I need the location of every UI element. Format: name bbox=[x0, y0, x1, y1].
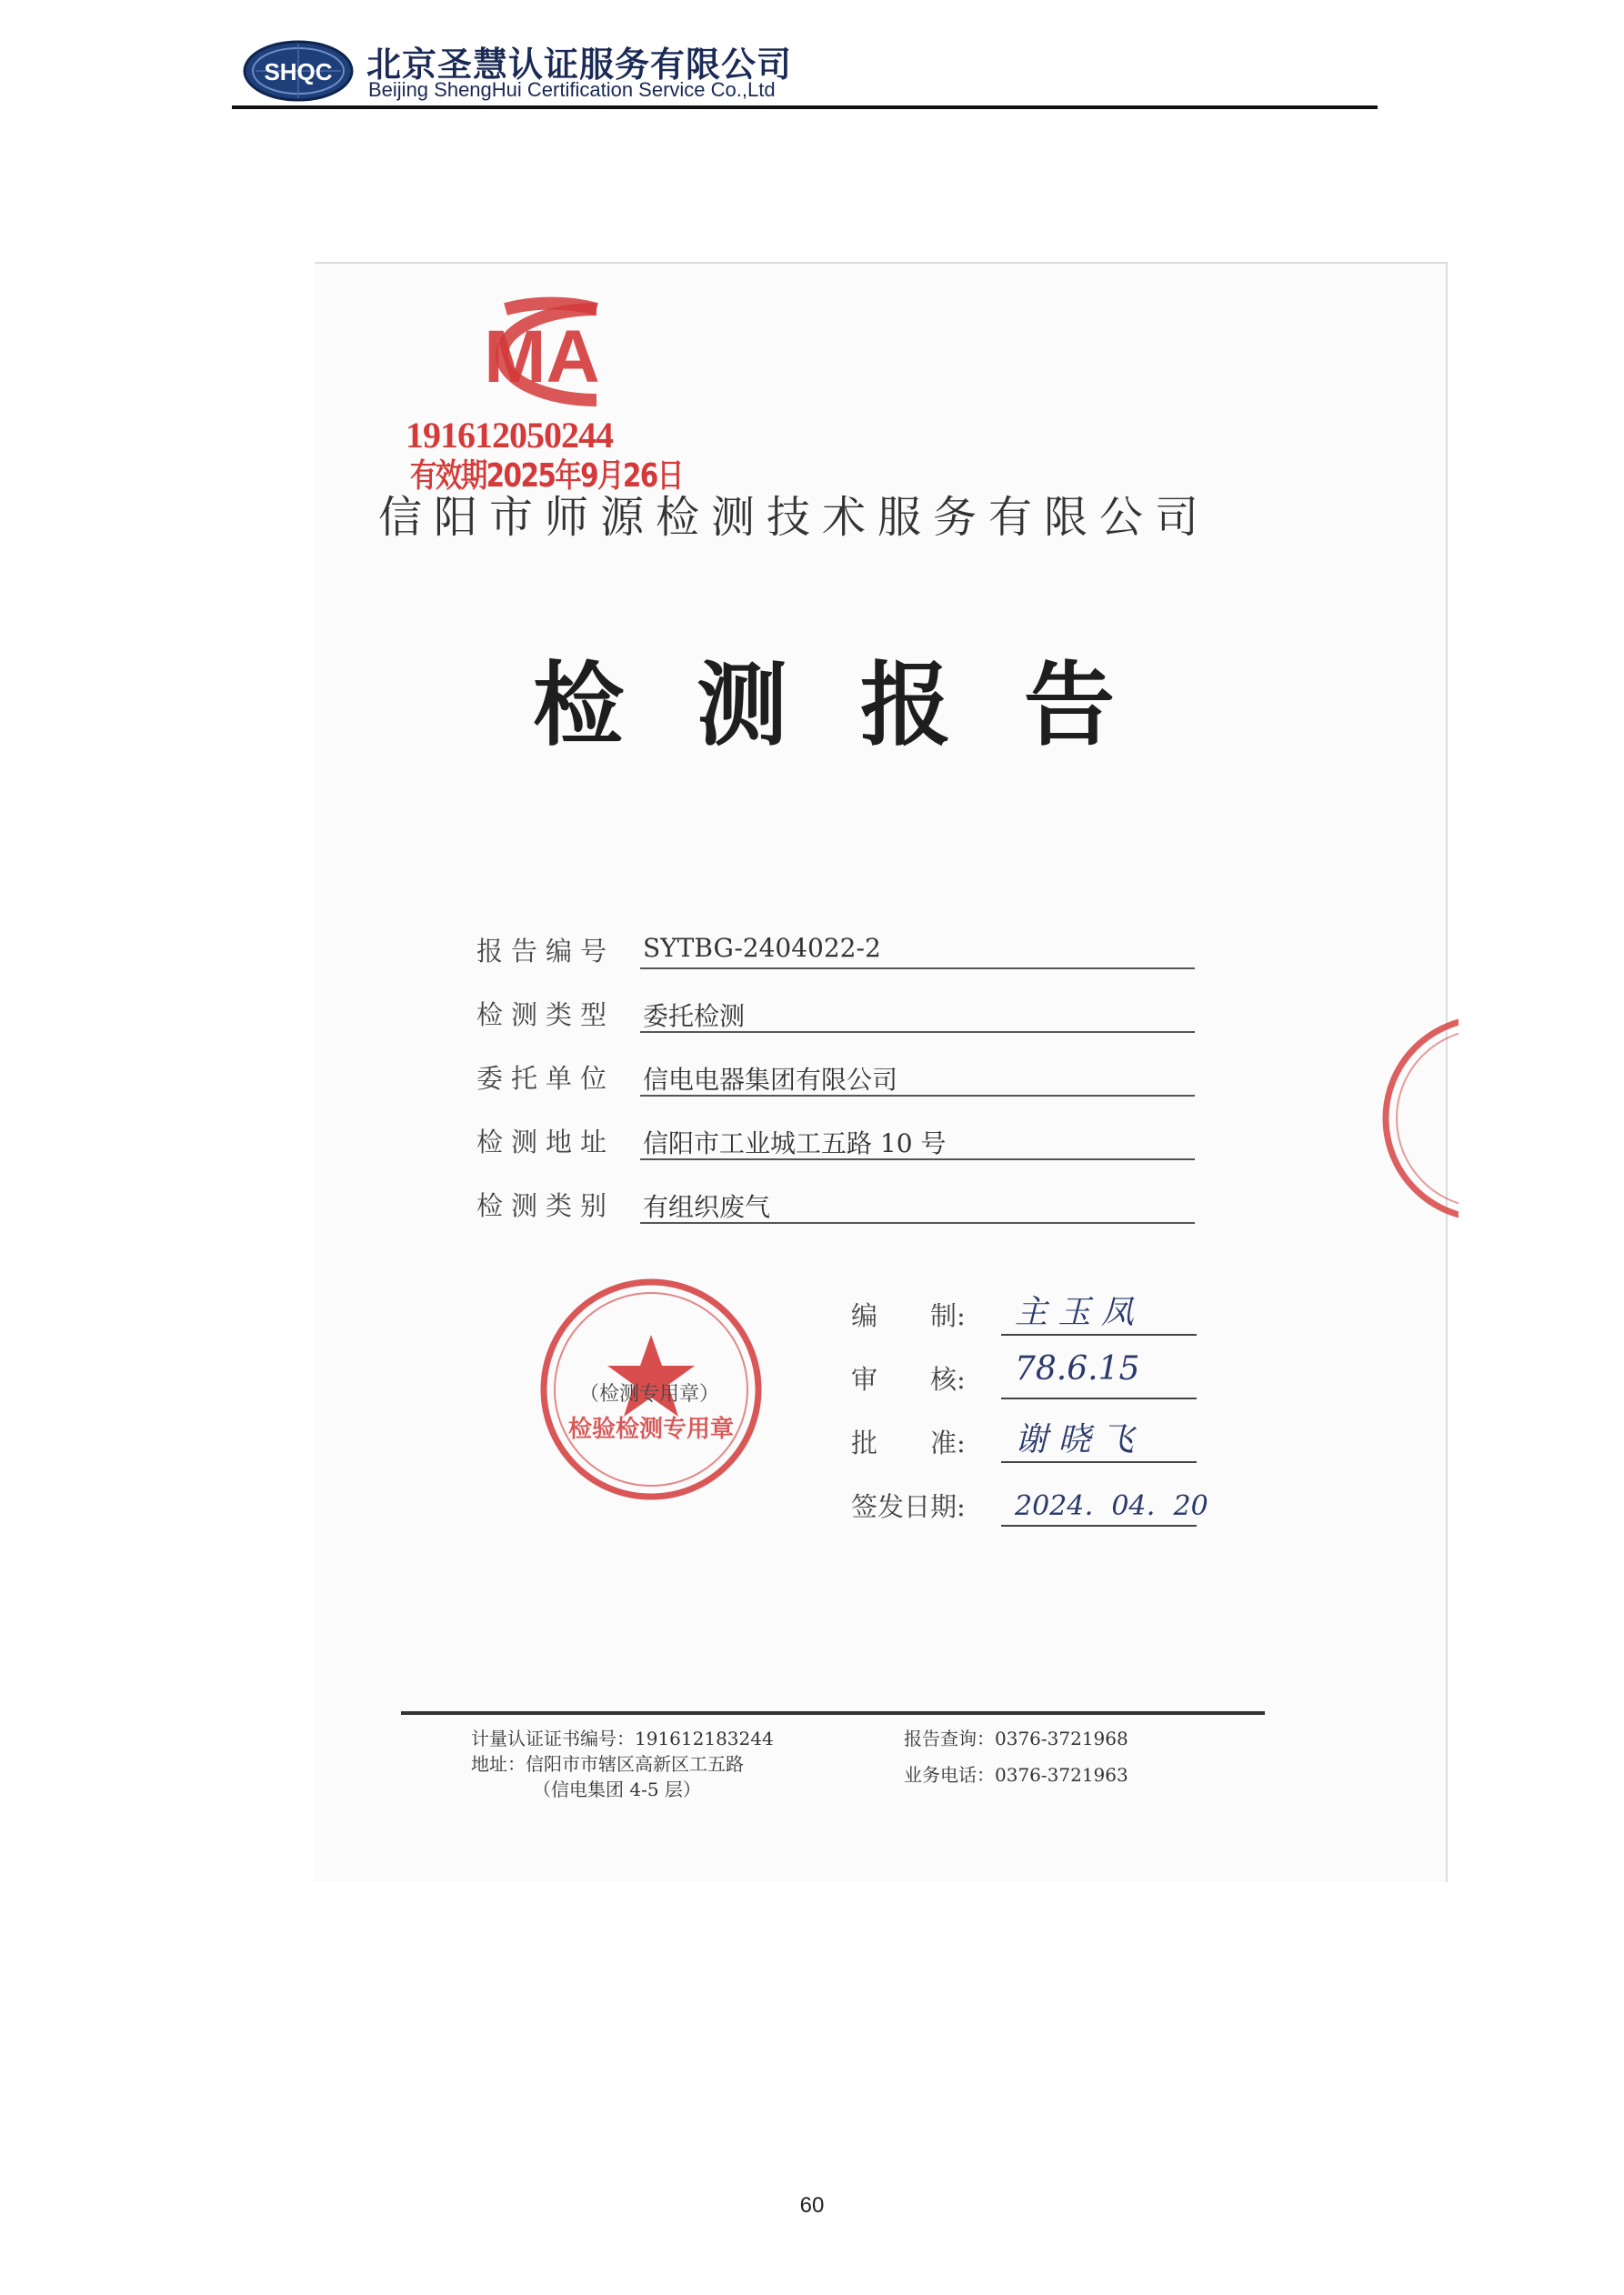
field-value: 信电电器集团有限公司 bbox=[643, 1065, 898, 1095]
field-value: SYTBG-2404022-2 bbox=[643, 933, 881, 963]
field-label: 报告编号 bbox=[476, 936, 616, 967]
testing-seal bbox=[533, 1271, 769, 1508]
page-header bbox=[232, 36, 1378, 109]
logo-text: SHQC bbox=[264, 58, 333, 85]
sig-reviewer bbox=[851, 1350, 1215, 1405]
sig-value: 78.6.15 bbox=[1015, 1350, 1140, 1388]
field-address bbox=[476, 1117, 1204, 1162]
header-divider bbox=[232, 105, 1378, 109]
report-title: 检测报告 bbox=[533, 652, 1188, 758]
page-number: 60 bbox=[799, 2193, 825, 2218]
field-label: 检测类别 bbox=[476, 1190, 616, 1221]
field-label: 检测地址 bbox=[476, 1127, 616, 1158]
footer-phone: 业务电话：0376-3721963 bbox=[904, 1764, 1128, 1786]
field-test-type bbox=[476, 989, 1204, 1035]
sig-label: 签发日期: bbox=[851, 1491, 966, 1522]
sig-value: 2024．04．20 bbox=[1015, 1490, 1208, 1522]
shqc-logo bbox=[243, 40, 354, 102]
seal-text: （检测专用章） bbox=[578, 1383, 720, 1406]
sig-label: 批 准: bbox=[851, 1428, 966, 1458]
report-footer-divider bbox=[401, 1711, 1265, 1715]
seal-text-2: 检验检测专用章 bbox=[567, 1416, 735, 1443]
field-category bbox=[476, 1180, 1204, 1226]
field-label: 委托单位 bbox=[476, 1063, 616, 1094]
footer-address-2: （信电集团 4-5 层） bbox=[533, 1779, 701, 1800]
report-scan bbox=[315, 262, 1448, 1882]
header-company-cn: 北京圣慧认证服务有限公司 bbox=[366, 45, 793, 85]
cma-number: 191612050244 bbox=[406, 415, 613, 456]
sig-value: 谢 晓 飞 bbox=[1015, 1421, 1134, 1458]
field-client bbox=[476, 1053, 1204, 1098]
sig-label: 编 制: bbox=[851, 1300, 966, 1331]
side-seal bbox=[1377, 1009, 1459, 1228]
header-company-en: Beijing ShengHui Certification Service Co.,Ltd bbox=[368, 78, 776, 101]
footer-query: 报告查询：0376-3721968 bbox=[904, 1728, 1128, 1749]
footer-address: 地址：信阳市市辖区高新区工五路 bbox=[471, 1753, 744, 1775]
cma-mark: MA bbox=[484, 316, 600, 398]
sig-value: 主 玉 凤 bbox=[1015, 1294, 1134, 1331]
field-value: 信阳市工业城工五路 10 号 bbox=[643, 1128, 947, 1158]
cma-validity: 有效期2025年9月26日 bbox=[410, 457, 683, 495]
sig-issue-date bbox=[851, 1478, 1215, 1532]
field-value: 有组织废气 bbox=[643, 1192, 771, 1222]
field-label: 检测类型 bbox=[476, 999, 616, 1030]
issuer-company: 信阳市师源检测技术服务有限公司 bbox=[378, 492, 1211, 543]
sig-label: 审 核: bbox=[851, 1364, 966, 1395]
field-report-no bbox=[476, 926, 1204, 971]
sig-compiler bbox=[851, 1287, 1215, 1341]
field-value: 委托检测 bbox=[643, 1001, 746, 1031]
sig-approver bbox=[851, 1414, 1215, 1468]
footer-cert-no: 计量认证证书编号：191612183244 bbox=[471, 1728, 774, 1749]
